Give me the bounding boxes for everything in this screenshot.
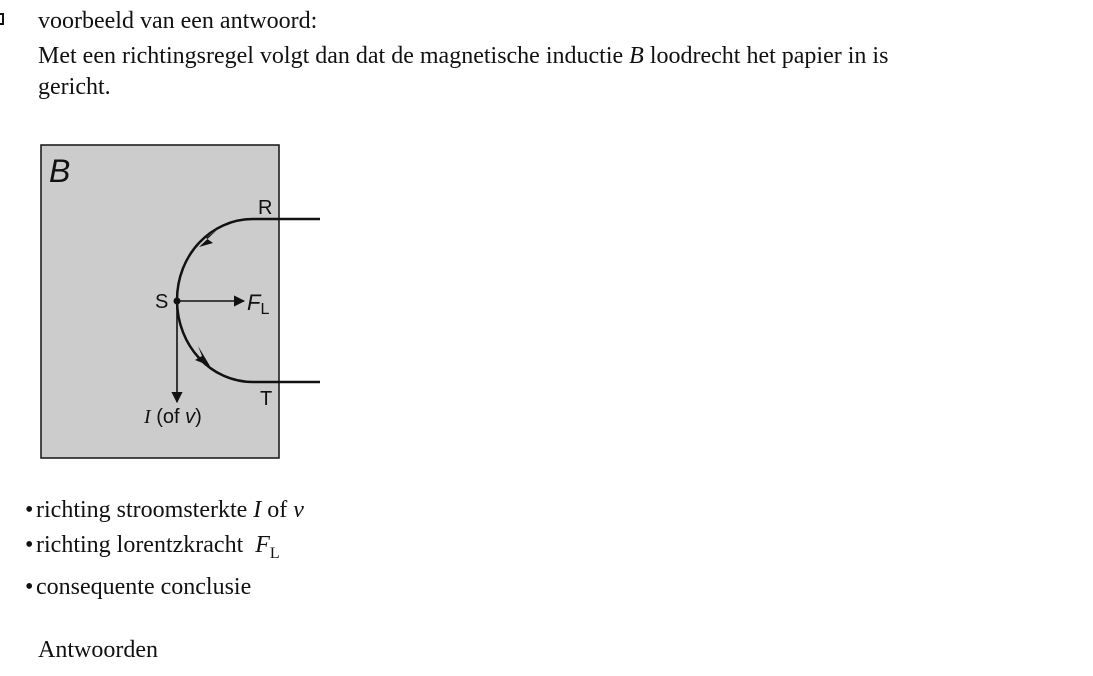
field-label: B — [49, 153, 71, 189]
criterion-conclusion: • consequente conclusie — [25, 574, 252, 600]
footer-label: Antwoorden — [38, 637, 158, 663]
current-label: I (of v) — [144, 406, 202, 428]
point-r-label: R — [258, 197, 273, 219]
inductie-symbol: B — [629, 43, 644, 69]
point-t-label: T — [260, 388, 273, 410]
magnetic-field-diagram — [0, 0, 400, 480]
intro-heading: voorbeeld van een antwoord: — [38, 8, 318, 34]
bullet-icon: • — [25, 574, 34, 600]
point-s-label: S — [155, 291, 169, 313]
criterion-current-direction: • richting stroomsterkte I of v — [25, 497, 304, 523]
bullet-icon: • — [25, 532, 34, 558]
force-label: FL — [247, 290, 270, 318]
intro-text-line: Met een richtingsregel volgt dan dat de magnetische inductie B loodrecht het papier in is — [38, 43, 889, 69]
criterion-force-direction: • richting lorentzkracht $F_L$ — [25, 532, 280, 562]
intro-text-line-end: gericht. — [38, 74, 111, 100]
bullet-icon: • — [25, 497, 34, 523]
